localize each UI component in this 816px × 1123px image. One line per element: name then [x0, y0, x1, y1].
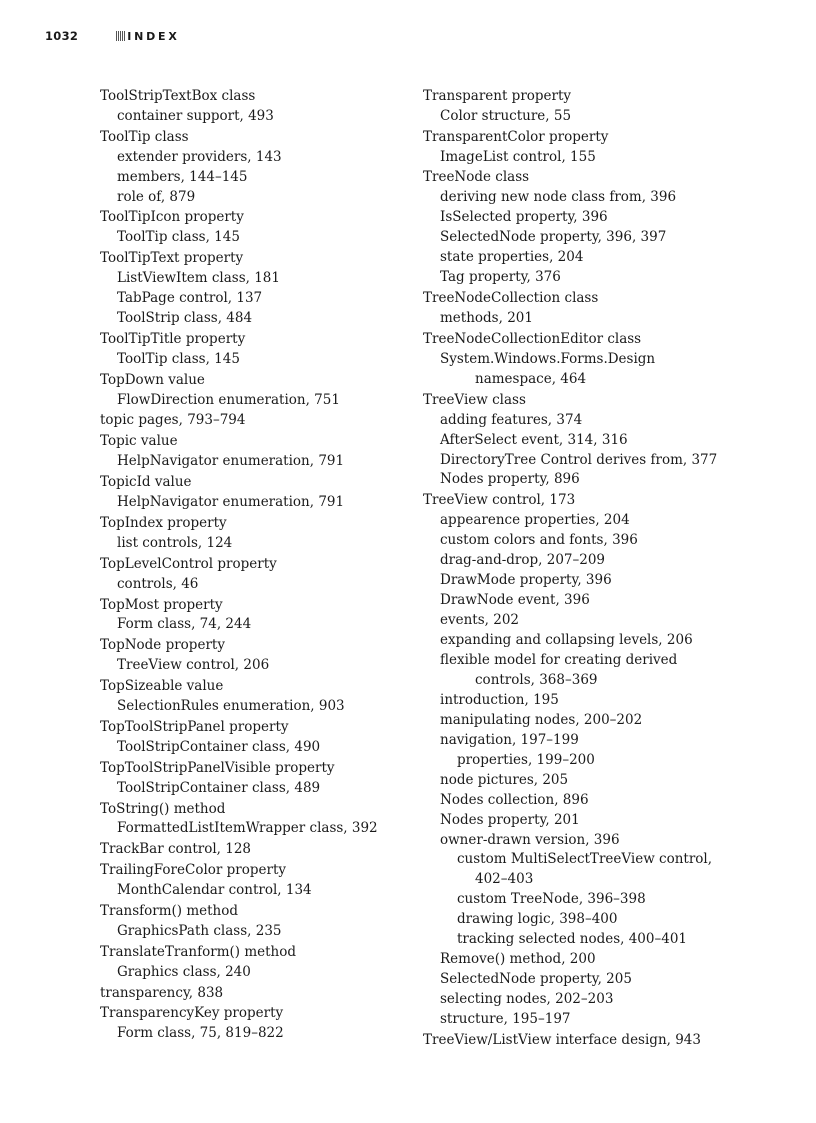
- index-subentry: introduction, 195: [440, 691, 559, 708]
- index-subentry: Nodes property, 896: [440, 471, 580, 488]
- index-subentry: TabPage control, 137: [117, 290, 263, 307]
- index-subentry: ToolStrip class, 484: [117, 310, 253, 327]
- index-subentry: deriving new node class from, 396: [440, 189, 677, 206]
- index-entry-main: TopIndex property: [100, 514, 227, 531]
- running-head: INDEX: [127, 29, 180, 43]
- index-subentry: container support, 493: [117, 107, 274, 124]
- index-subentry: Graphics class, 240: [117, 963, 251, 980]
- index-subentry: ToolTip class, 145: [117, 229, 240, 246]
- index-entry-main: ToString() method: [100, 800, 226, 817]
- index-subentry: Form class, 74, 244: [117, 616, 252, 633]
- index-subentry: Nodes property, 201: [440, 811, 580, 828]
- index-entry-main: Topic value: [100, 433, 178, 450]
- index-subentry: SelectedNode property, 396, 397: [440, 229, 667, 246]
- index-entry-main: TreeView control, 173: [423, 492, 576, 509]
- index-subentry: SelectedNode property, 205: [440, 971, 632, 988]
- index-subentry: appearence properties, 204: [440, 512, 630, 529]
- index-entry-main: TopLevelControl property: [100, 555, 277, 572]
- hatch-ornament-icon: [116, 31, 126, 41]
- index-subentry: System.Windows.Forms.Design: [440, 350, 656, 367]
- index-entry-main: Transform() method: [100, 902, 239, 919]
- index-entry-main: TreeNodeCollectionEditor class: [423, 330, 642, 347]
- index-subentry: controls, 46: [117, 575, 199, 592]
- index-subentry: FlowDirection enumeration, 751: [117, 391, 340, 408]
- index-subentry: node pictures, 205: [440, 771, 569, 788]
- index-subentry: 402–403: [475, 871, 534, 888]
- index-subentry: expanding and collapsing levels, 206: [440, 631, 693, 648]
- index-entry-main: TreeNode class: [423, 169, 530, 186]
- page-number: 1032: [45, 29, 79, 43]
- index-entry-main: TranslateTranform() method: [100, 943, 296, 960]
- index-entry-main: TopDown value: [100, 371, 205, 388]
- index-column-right: [423, 86, 783, 1051]
- index-subentry: DrawMode property, 396: [440, 572, 612, 589]
- index-subentry: tracking selected nodes, 400–401: [457, 931, 687, 948]
- index-subentry: adding features, 374: [440, 411, 583, 428]
- index-subentry: HelpNavigator enumeration, 791: [117, 453, 345, 470]
- index-subentry: ListViewItem class, 181: [117, 270, 280, 287]
- index-subentry: ToolStripContainer class, 490: [117, 738, 321, 755]
- index-entry-main: Transparent property: [423, 87, 572, 104]
- index-entry-main: TrackBar control, 128: [100, 841, 252, 858]
- index-entry-main: ToolStripTextBox class: [100, 87, 256, 104]
- index-subentry: flexible model for creating derived: [440, 651, 678, 668]
- index-entry-main: TopMost property: [100, 596, 223, 613]
- index-subentry: DrawNode event, 396: [440, 592, 590, 609]
- index-entry-main: TransparentColor property: [423, 128, 609, 145]
- index-entry-main: TreeView/ListView interface design, 943: [423, 1031, 701, 1048]
- index-subentry: extender providers, 143: [117, 148, 282, 165]
- index-subentry: owner-drawn version, 396: [440, 831, 620, 848]
- index-subentry: state properties, 204: [440, 249, 584, 266]
- index-subentry: TreeView control, 206: [117, 657, 270, 674]
- index-subentry: Form class, 75, 819–822: [117, 1025, 284, 1042]
- index-subentry: SelectionRules enumeration, 903: [117, 698, 345, 715]
- index-subentry: FormattedListItemWrapper class, 392: [117, 820, 378, 837]
- index-subentry: custom TreeNode, 396–398: [457, 891, 646, 908]
- index-entry-main: topic pages, 793–794: [100, 412, 246, 429]
- index-subentry: role of, 879: [117, 188, 196, 205]
- index-entry-main: TreeView class: [423, 391, 526, 408]
- index-subentry: structure, 195–197: [440, 1011, 571, 1028]
- index-entry-main: TopNode property: [100, 637, 225, 654]
- index-subentry: custom colors and fonts, 396: [440, 532, 638, 549]
- index-entry-main: ToolTipText property: [100, 250, 244, 267]
- index-subentry: ToolStripContainer class, 489: [117, 779, 321, 796]
- index-subentry: Tag property, 376: [440, 269, 561, 286]
- index-subentry: controls, 368–369: [475, 671, 598, 688]
- index-column-left: [100, 86, 400, 1044]
- index-subentry: AfterSelect event, 314, 316: [440, 431, 628, 448]
- index-subentry: manipulating nodes, 200–202: [440, 711, 643, 728]
- index-entry-main: TransparencyKey property: [100, 1005, 284, 1022]
- index-subentry: ImageList control, 155: [440, 148, 596, 165]
- index-entry-main: TopicId value: [100, 474, 192, 491]
- index-entry-main: TreeNodeCollection class: [423, 290, 599, 307]
- index-subentry: HelpNavigator enumeration, 791: [117, 494, 345, 511]
- index-subentry: custom MultiSelectTreeView control,: [457, 851, 713, 868]
- index-subentry: drawing logic, 398–400: [457, 911, 618, 928]
- index-subentry: members, 144–145: [117, 168, 248, 185]
- index-entry-main: TopToolStripPanel property: [100, 718, 289, 735]
- index-subentry: DirectoryTree Control derives from, 377: [440, 451, 718, 468]
- index-subentry: list controls, 124: [117, 534, 233, 551]
- index-subentry: Color structure, 55: [440, 107, 572, 124]
- index-subentry: drag-and-drop, 207–209: [440, 552, 606, 569]
- index-entry-main: transparency, 838: [100, 984, 224, 1001]
- index-entry-main: TrailingForeColor property: [100, 862, 287, 879]
- index-subentry: events, 202: [440, 612, 520, 629]
- index-subentry: Nodes collection, 896: [440, 791, 589, 808]
- index-subentry: Remove() method, 200: [440, 951, 596, 968]
- index-subentry: IsSelected property, 396: [440, 209, 608, 226]
- index-subentry: methods, 201: [440, 310, 533, 327]
- index-entry-main: ToolTipTitle property: [100, 330, 246, 347]
- index-subentry: navigation, 197–199: [440, 731, 579, 748]
- index-subentry: GraphicsPath class, 235: [117, 922, 282, 939]
- index-entry-main: TopSizeable value: [100, 678, 224, 695]
- index-subentry: selecting nodes, 202–203: [440, 991, 614, 1008]
- index-subentry: ToolTip class, 145: [117, 350, 240, 367]
- page-header: [45, 28, 180, 44]
- index-subentry: MonthCalendar control, 134: [117, 882, 312, 899]
- index-entry-main: ToolTip class: [100, 128, 189, 145]
- index-entry-main: ToolTipIcon property: [100, 209, 244, 226]
- index-subentry: namespace, 464: [475, 370, 587, 387]
- index-subentry: properties, 199–200: [457, 751, 595, 768]
- index-entry-main: TopToolStripPanelVisible property: [100, 759, 335, 776]
